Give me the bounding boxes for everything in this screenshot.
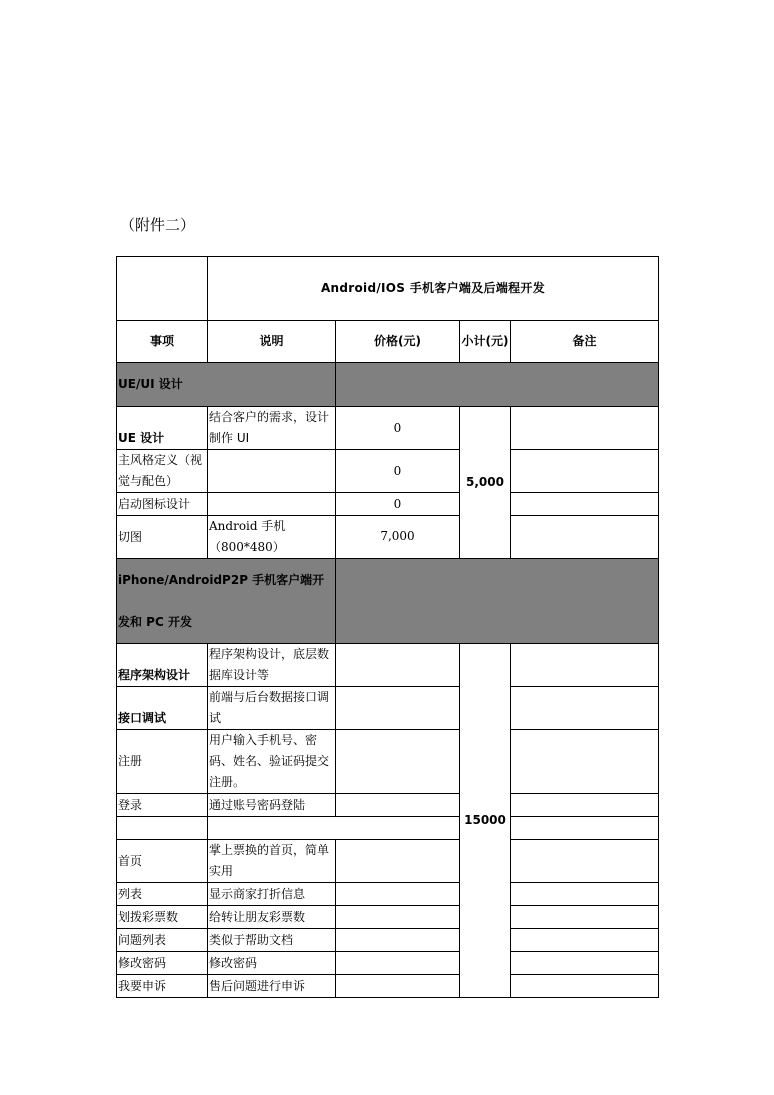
row-note	[511, 730, 659, 794]
section-title: UE/UI 设计	[117, 363, 336, 407]
row-price	[336, 687, 460, 730]
row-desc	[208, 493, 336, 516]
row-price	[336, 840, 460, 883]
row-item: 切图	[117, 516, 208, 559]
table-row	[117, 840, 659, 883]
row-price	[336, 929, 460, 952]
title-blank-cell	[117, 257, 208, 321]
table-row	[117, 906, 659, 929]
table-row	[117, 450, 659, 493]
section-row	[117, 559, 659, 644]
row-desc: 修改密码	[208, 952, 336, 975]
table-row	[117, 407, 659, 450]
row-desc: 给转让朋友彩票数	[208, 906, 336, 929]
row-price: 0	[336, 450, 460, 493]
row-price: 0	[336, 407, 460, 450]
row-item: 注册	[117, 730, 208, 794]
table-row	[117, 794, 659, 817]
row-desc: 用户输入手机号、密码、姓名、验证码提交注册。	[208, 730, 336, 794]
row-desc: Android 手机（800*480）	[208, 516, 336, 559]
row-note	[511, 952, 659, 975]
header-subtotal: 小计(元)	[460, 321, 511, 363]
row-note	[511, 883, 659, 906]
row-price	[336, 644, 460, 687]
table-row	[117, 883, 659, 906]
table-row	[117, 644, 659, 687]
table-row	[117, 493, 659, 516]
row-item: 我要申诉	[117, 975, 208, 998]
row-desc: 类似于帮助文档	[208, 929, 336, 952]
title-row	[117, 257, 659, 321]
table-title: Android/IOS 手机客户端及后端程开发	[208, 257, 659, 321]
row-desc: 程序架构设计，底层数据库设计等	[208, 644, 336, 687]
section-title	[117, 559, 336, 644]
header-row	[117, 321, 659, 363]
quote-table	[116, 256, 659, 998]
row-item: 主风格定义（视觉与配色）	[117, 450, 208, 493]
header-price: 价格(元)	[336, 321, 460, 363]
section-title-line: 发和 PC 开发	[118, 615, 192, 629]
table-row	[117, 975, 659, 998]
table-row	[117, 516, 659, 559]
row-desc: 售后问题进行申诉	[208, 975, 336, 998]
table-row	[117, 929, 659, 952]
row-note	[511, 906, 659, 929]
row-price	[336, 906, 460, 929]
row-desc	[208, 817, 460, 840]
row-desc	[208, 450, 336, 493]
row-desc: 通过账号密码登陆	[208, 794, 336, 817]
row-note	[511, 929, 659, 952]
table-row	[117, 817, 659, 840]
section-subtotal: 15000	[460, 644, 511, 998]
row-item: 列表	[117, 883, 208, 906]
section-row	[117, 363, 659, 407]
row-note	[511, 493, 659, 516]
row-note	[511, 516, 659, 559]
row-note	[511, 644, 659, 687]
row-item: 修改密码	[117, 952, 208, 975]
table-row	[117, 687, 659, 730]
table-row	[117, 952, 659, 975]
row-note	[511, 817, 659, 840]
section-fill	[336, 363, 659, 407]
row-desc: 前端与后台数据接口调试	[208, 687, 336, 730]
section-subtotal: 5,000	[460, 407, 511, 559]
attachment-label: （附件二）	[120, 216, 196, 234]
row-note	[511, 687, 659, 730]
row-note	[511, 407, 659, 450]
row-price	[336, 975, 460, 998]
row-price: 7,000	[336, 516, 460, 559]
row-item: 划拨彩票数	[117, 906, 208, 929]
row-price	[336, 952, 460, 975]
row-desc: 掌上票换的首页，简单实用	[208, 840, 336, 883]
header-item: 事项	[117, 321, 208, 363]
row-price	[336, 883, 460, 906]
row-note	[511, 975, 659, 998]
row-note	[511, 840, 659, 883]
table-row	[117, 730, 659, 794]
row-item	[117, 817, 208, 840]
row-note	[511, 794, 659, 817]
row-item: 程序架构设计	[117, 644, 208, 687]
row-item: UE 设计	[117, 407, 208, 450]
section-fill	[336, 559, 659, 644]
row-price: 0	[336, 493, 460, 516]
section-title-line: iPhone/AndroidP2P 手机客户端开	[118, 573, 325, 587]
header-desc: 说明	[208, 321, 336, 363]
row-price	[336, 794, 460, 817]
row-desc: 结合客户的需求，设计制作 UI	[208, 407, 336, 450]
row-desc: 显示商家打折信息	[208, 883, 336, 906]
row-item: 问题列表	[117, 929, 208, 952]
header-note: 备注	[511, 321, 659, 363]
row-price	[336, 730, 460, 794]
row-item: 登录	[117, 794, 208, 817]
row-item: 首页	[117, 840, 208, 883]
row-item: 启动图标设计	[117, 493, 208, 516]
row-note	[511, 450, 659, 493]
row-item: 接口调试	[117, 687, 208, 730]
